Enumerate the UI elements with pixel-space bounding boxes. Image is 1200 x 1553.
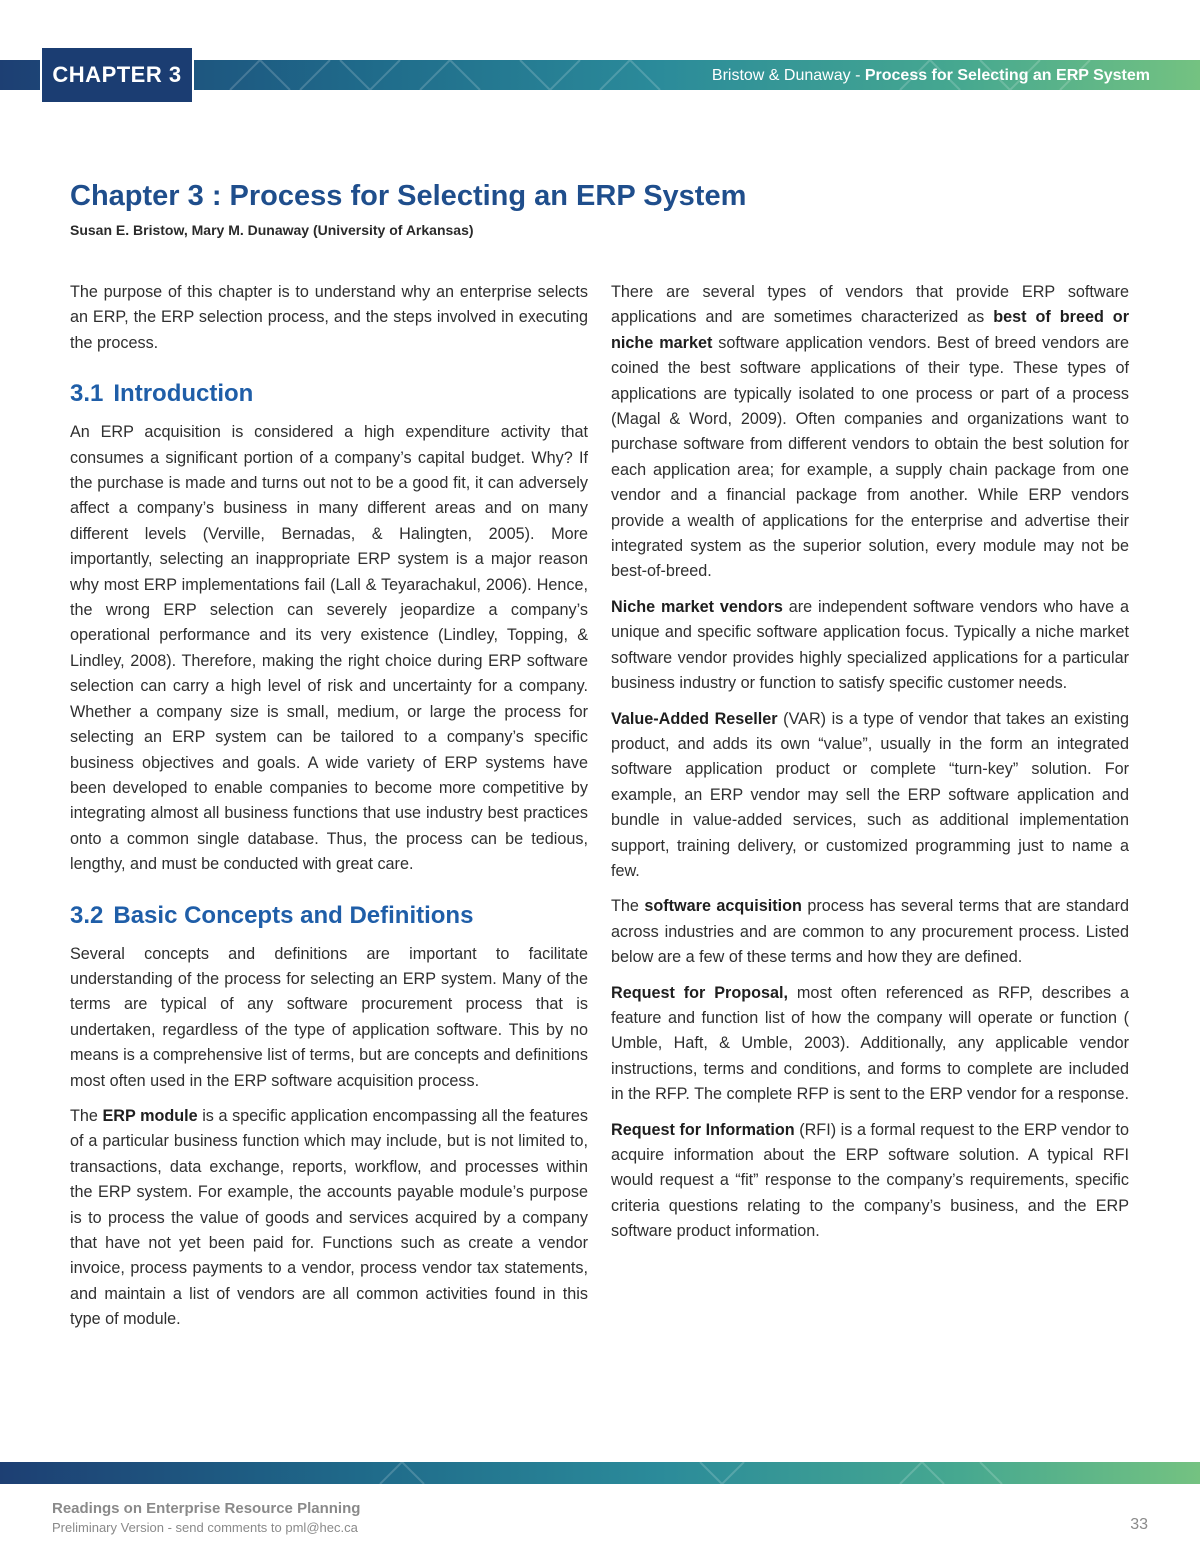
defined-term: ERP module	[102, 1106, 198, 1125]
text-run: are independent software vendors who have a unique and specific software application focus. Typically a niche market software vendor provides highly specialized applications for a particular business industry or function to satisfy specific customer needs.	[611, 597, 1130, 693]
defined-term: best of breed or niche market	[611, 308, 1129, 352]
left-column	[70, 280, 588, 1343]
text-run: is a specific application encompassing all the features of a particular business function which may include, but is not limited to, transactions, data exchange, reports, workflow, and processes within the ERP system. For example, the accounts payable module’s purpose is to process the value of goods and services acquired by a company that have not yet been paid for. Functions such as create a vendor invoice, process payments to a vendor, process vendor tax statements, and maintain a list of vendors are all common activities found in this type of module.	[70, 1106, 588, 1329]
erp-module-paragraph	[70, 1104, 588, 1333]
text-run: software application vendors. Best of breed vendors are coined the best software applications of their type. These types of applications are typically isolated to one process or part of a process (Magal & Word, 2009). Often companies and organizations want to purchase software from different vendors to obtain the best solution for each application area; for example, a supply chain package from one vendor and a financial package from another. While ERP vendors provide a wealth of applications for the enterprise and advertise their integrated system as the superior solution, every module may not be best-of-breed.	[611, 333, 1129, 581]
footer-band	[0, 1462, 1200, 1484]
running-authors: Bristow & Dunaway -	[711, 67, 865, 84]
intro-paragraph: The purpose of this chapter is to understand why an enterprise selects an ERP, the ERP selection process, and the steps involved in executing the process.	[70, 283, 588, 352]
authors-line: Susan E. Bristow, Mary M. Dunaway (University of Arkansas)	[70, 222, 474, 238]
footer-decoration	[0, 1462, 1200, 1484]
defined-term: software acquisition	[644, 897, 802, 916]
defined-term: Request for Information	[611, 1120, 795, 1139]
section-number: 3.1	[70, 380, 104, 408]
text-run: most often referenced as RFP, describes a feature and function list of how the company will operate or function ( Umble, Haft, & Umble, 2003). Additionally, any applicable vendor instructions, terms and conditions, and forms to complete are included in the RFP. The complete RFP is sent to the ERP vendor for a response.	[611, 983, 1129, 1104]
chapter-title: Chapter 3 : Process for Selecting an ERP System	[70, 180, 747, 212]
rfi-paragraph	[611, 1118, 1129, 1245]
right-column	[611, 280, 1129, 1255]
vendor-types-paragraph	[611, 280, 1129, 585]
page-number: 33	[1130, 1516, 1148, 1533]
software-acquisition-paragraph	[611, 894, 1129, 970]
text-run: (RFI) is a formal request to the ERP vendor to acquire information about the ERP software solution. A typical RFI would request a “fit” response to the company’s requirements, specific criteria questions relating to the company’s business, and the ERP software product information.	[611, 1120, 1129, 1241]
section-title: Basic Concepts and Definitions	[113, 901, 474, 929]
defined-term: Niche market vendors	[611, 597, 783, 616]
niche-vendors-paragraph	[611, 595, 1129, 697]
section-heading-3-1	[70, 378, 588, 410]
defined-term: Value-Added Reseller	[611, 709, 778, 728]
concepts-paragraph: Several concepts and definitions are important to facilitate understanding of the process for selecting an ERP system. Many of the terms are typical of any software procurement process that is undertaken, regardless of the type of application software. This by no means is a comprehensive list of terms, but are concepts and definitions most often used in the ERP software acquisition process.	[70, 944, 588, 1090]
rfp-paragraph	[611, 981, 1129, 1108]
section-number: 3.2	[70, 901, 104, 929]
text-run: The	[70, 1106, 103, 1125]
running-title: Process for Selecting an ERP System	[864, 67, 1150, 84]
text-run: The	[611, 897, 645, 916]
footer-book-title: Readings on Enterprise Resource Planning	[52, 1500, 361, 1517]
text-run: (VAR) is a type of vendor that takes an existing product, and adds its own “value”, usually in the form an integrated software application product or complete “turn-key” solution. For example, an ERP vendor may sell the ERP software application and bundle in value-added services, such as additional implementation support, training delivery, or customized programming just to name a few.	[611, 709, 1129, 880]
chapter-tab: CHAPTER 3	[40, 48, 194, 102]
var-paragraph	[611, 707, 1129, 885]
introduction-paragraph: An ERP acquisition is considered a high expenditure activity that consumes a significant portion of a company’s capital budget. Why? If the purchase is made and turns out not to be a good fit, it can adversely affect a company’s business in many different areas and on many different levels (Verville, Bernadas, & Halingten, 2005). More importantly, selecting an inappropriate ERP system is a major reason why most ERP implementations fail (Lall & Teyarachakul, 2006). Hence, the wrong ERP selection can severely jeopardize a company’s operational performance and its very existence (Lindley, Topping, & Lindley, 2008). Therefore, making the right choice during ERP software selection can carry a high level of risk and uncertainty for a company. Whether a company size is small, medium, or large the process for selecting an ERP system can be tailored to a company’s specific business objectives and goals. A wide variety of ERP systems have been developed to enable companies to become more competitive by integrating almost all business functions that use industry best practices onto a common single database. Thus, the process can be tedious, lengthy, and must be conducted with great care.	[70, 423, 588, 874]
text-run: process has several terms that are standard across industries and are common to any procurement process. Listed below are a few of these terms and how they are defined.	[611, 897, 1129, 967]
text-run: There are several types of vendors that provide ERP software applications and are sometimes characterized as	[611, 283, 1129, 327]
section-title: Introduction	[113, 380, 254, 408]
defined-term: Request for Proposal,	[611, 983, 789, 1002]
running-header	[712, 64, 1150, 88]
section-heading-3-2	[70, 900, 588, 932]
footer-version-note: Preliminary Version - send comments to pml@hec.ca	[52, 1520, 358, 1535]
